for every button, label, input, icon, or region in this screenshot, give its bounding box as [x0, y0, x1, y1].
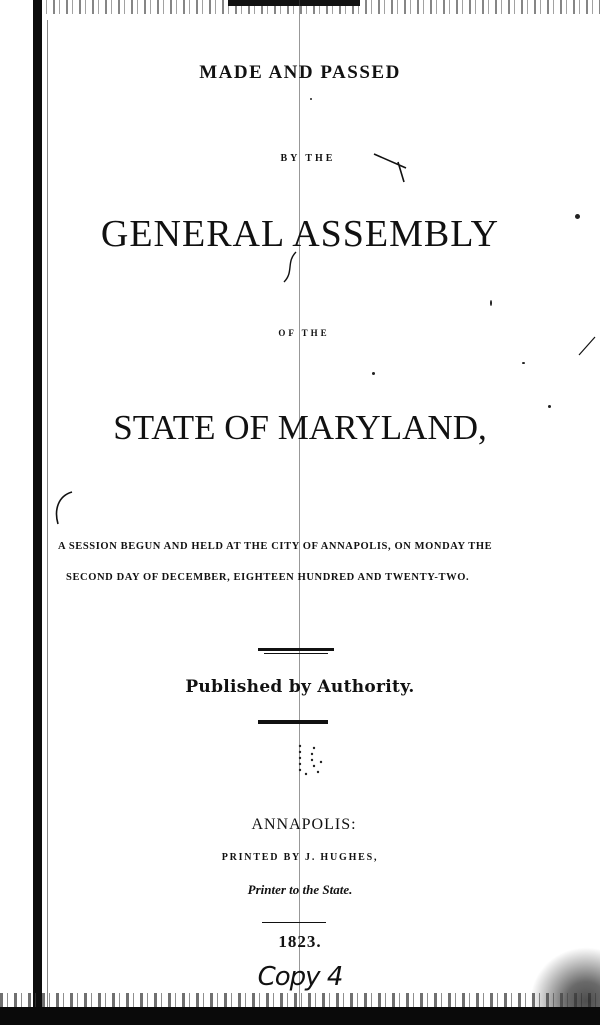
ink-stroke: [52, 490, 76, 526]
state-of-maryland-heading: STATE OF MARYLAND,: [113, 408, 487, 447]
handwritten-copy-note: Copy 4: [257, 962, 343, 992]
divider-rule-thin: [264, 653, 328, 654]
by-the-line: BY THE: [280, 153, 336, 164]
divider-rule: [258, 648, 334, 651]
printer-name-line: PRINTED BY J. HUGHES,: [221, 852, 379, 863]
ink-speck: [372, 372, 375, 375]
place-of-printing: ANNAPOLIS:: [251, 816, 357, 833]
session-description-line-1: A SESSION BEGUN AND HELD AT THE CITY OF ANNAPOLIS, ON MONDAY THE: [58, 541, 493, 552]
publication-year: 1823.: [278, 932, 322, 951]
ink-stroke: [280, 250, 304, 290]
ink-speck: [310, 98, 312, 100]
divider-rule: [258, 720, 328, 724]
session-description-line-2: SECOND DAY OF DECEMBER, EIGHTEEN HUNDRED AND TWENTY-TWO.: [66, 572, 470, 583]
scan-bottom-edge: [0, 1007, 600, 1025]
of-the-line: OF THE: [278, 328, 330, 338]
made-and-passed-heading: MADE AND PASSED: [199, 62, 401, 83]
ink-speck: [522, 362, 525, 364]
scan-noise-bottom: [0, 993, 600, 1007]
ink-speck: [490, 300, 492, 306]
divider-rule-thin: [262, 922, 326, 923]
published-by-authority: Published by Authority.: [185, 677, 415, 697]
ink-stroke: [575, 335, 597, 359]
printer-title-line: Printer to the State.: [247, 882, 353, 897]
dotted-ornament-icon: [290, 740, 330, 780]
cropped-title-fragment: [228, 0, 360, 6]
general-assembly-heading: GENERAL ASSEMBLY: [100, 213, 500, 255]
